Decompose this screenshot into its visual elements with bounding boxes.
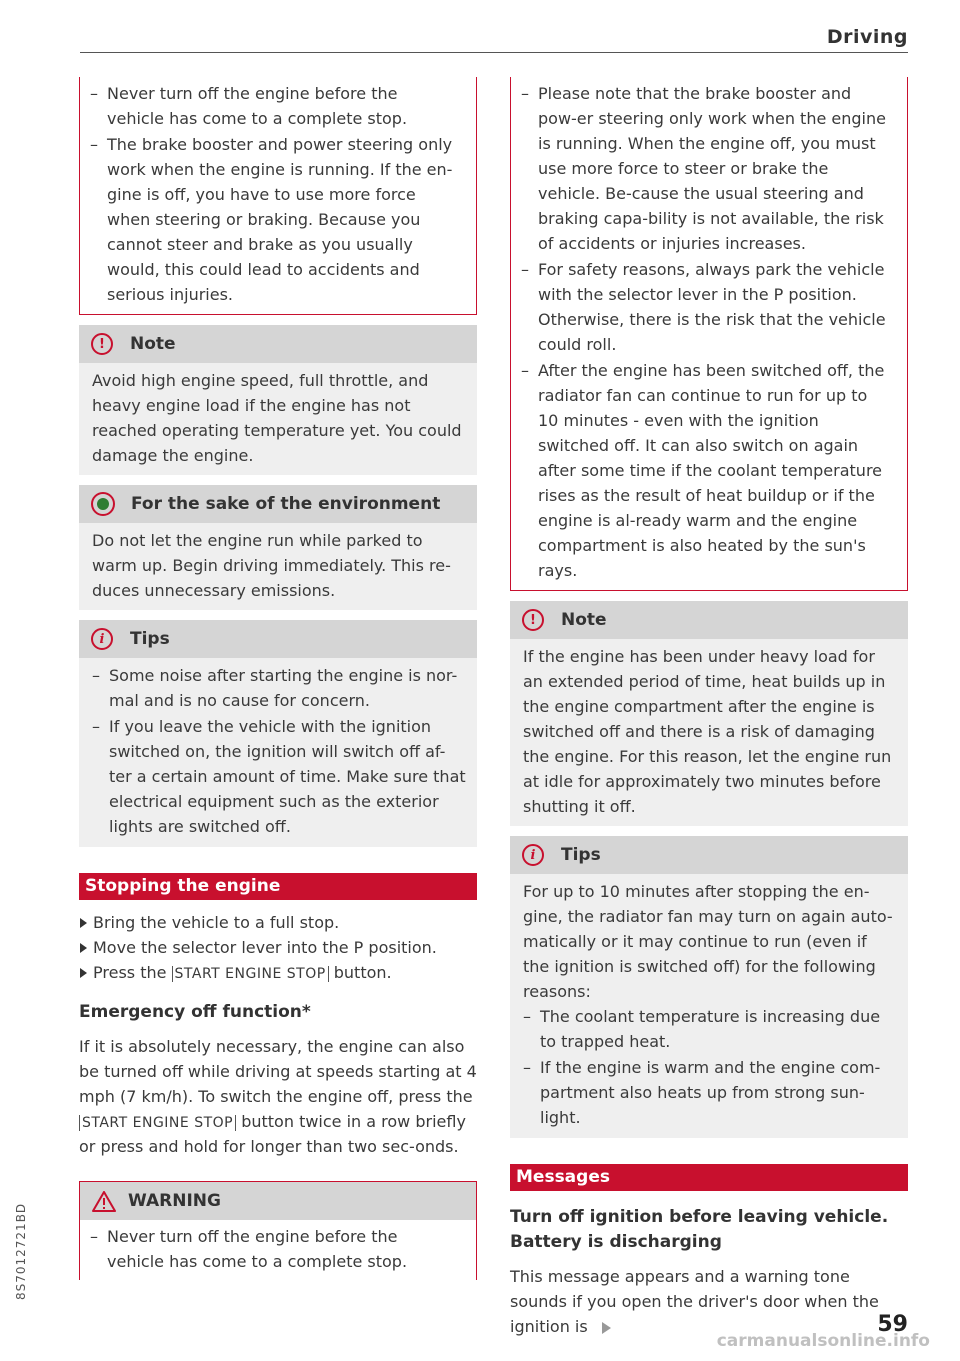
note-box xyxy=(79,325,477,475)
step-text: Press the xyxy=(93,963,167,982)
note-text: Avoid high engine speed, full throttle, and heavy engine load if the engine has not reached operating temperature yet. You could damage the engine. xyxy=(92,371,462,465)
right-column xyxy=(510,77,908,1339)
environment-title: For the sake of the environment xyxy=(131,493,441,514)
list-item: – Never turn off the engine before the vehicle has come to a complete stop. xyxy=(90,81,458,131)
exclamation-icon: ! xyxy=(522,609,544,631)
list-item: – The brake booster and power steering only work when the engine is running. If the en-gine is off, you have to use more force when steering or braking. Because you cannot steer and brake as you usually would, this could lead to accidents and serious injuries. xyxy=(90,132,458,307)
warning-title: WARNING xyxy=(128,1190,221,1211)
header-rule xyxy=(80,52,908,53)
message-text-body: This message appears and a warning tone sounds if you open the driver's door when the ignition is xyxy=(510,1267,879,1336)
list-item: – Please note that the brake booster and pow-er steering only work when the engine is running. When the engine off, you must use more force to steer or brake the vehicle. Be-cause the usual steering and braking capa-bility is not available, the risk of accidents or injuries increases. xyxy=(521,81,889,256)
warning-list xyxy=(521,81,889,583)
warning-triangle-icon xyxy=(92,1191,116,1212)
watermark: carmanualsonline.info xyxy=(716,1331,930,1351)
message-text xyxy=(510,1264,908,1339)
info-icon: i xyxy=(522,844,544,866)
emergency-text-pre: If it is absolutely necessary, the engine can also be turned off while driving at speeds starting at 4 mph (7 km/h). To switch the engine off, press the xyxy=(79,1037,477,1106)
note-text: If the engine has been under heavy load for an extended period of time, heat builds up in the engine compartment after the engine is switched off and there is a risk of damaging the engine. For this reason, let the engine run at idle for approximately two minutes before shutting it off. xyxy=(523,647,892,816)
tips-list xyxy=(523,1004,898,1130)
tips-title: Tips xyxy=(130,628,170,649)
tips-header xyxy=(79,620,477,658)
tips-header xyxy=(510,836,908,874)
step-item: Move the selector lever into the P position. xyxy=(79,935,477,960)
section-heading-messages: Messages xyxy=(510,1164,908,1191)
warning-list xyxy=(90,1224,458,1274)
note-header xyxy=(79,325,477,363)
warning-header xyxy=(80,1182,476,1220)
exclamation-icon: ! xyxy=(91,333,113,355)
step-item xyxy=(79,960,477,985)
note-title: Note xyxy=(130,333,176,354)
start-engine-stop-key: START ENGINE STOP xyxy=(172,966,329,982)
left-column xyxy=(79,77,477,1280)
side-code-text: 8S7012721BD xyxy=(14,1202,28,1300)
list-item: – If the engine is warm and the engine com-partment also heats up from strong sun-light. xyxy=(523,1055,898,1130)
tips-box xyxy=(79,620,477,847)
step-list xyxy=(79,910,477,985)
continue-arrow-icon xyxy=(602,1322,611,1334)
environment-text: Do not let the engine run while parked to warm up. Begin driving immediately. This re-duces unnecessary emissions. xyxy=(92,531,451,600)
note-title: Note xyxy=(561,609,607,630)
emergency-text xyxy=(79,1034,477,1159)
list-item: – After the engine has been switched off, the radiator fan can continue to run for up to 10 minutes - even with the ignition switched off. It can also switch on again after some time if the coolant temperature rises as the result of heat buildup or if the engine is al-ready warm and the engine compartment is also heated by the sun's rays. xyxy=(521,358,889,583)
start-engine-stop-key: START ENGINE STOP xyxy=(79,1115,236,1131)
list-item: – The coolant temperature is increasing due to trapped heat. xyxy=(523,1004,898,1054)
note-box xyxy=(510,601,908,826)
tips-box xyxy=(510,836,908,1138)
emergency-heading: Emergency off function* xyxy=(79,1002,311,1022)
list-item: – If you leave the vehicle with the ignition switched on, the ignition will switch off af-ter a certain amount of time. Make sure that electrical equipment such as the exterior lights are switched off. xyxy=(92,714,467,839)
list-item: – Some noise after starting the engine is nor-mal and is no cause for concern. xyxy=(92,663,467,713)
warning-box-continued xyxy=(510,77,908,591)
message-subheading: Turn off ignition before leaving vehicle. Battery is discharging xyxy=(510,1207,889,1252)
tips-list xyxy=(92,663,467,839)
step-item: Bring the vehicle to a full stop. xyxy=(79,910,477,935)
info-icon: i xyxy=(91,628,113,650)
note-header xyxy=(510,601,908,639)
environment-icon xyxy=(91,492,115,516)
environment-box xyxy=(79,485,477,610)
list-item: – Never turn off the engine before the vehicle has come to a complete stop. xyxy=(90,1224,458,1274)
tips-title: Tips xyxy=(561,844,601,865)
warning-box xyxy=(79,1181,477,1280)
list-item: – For safety reasons, always park the vehicle with the selector lever in the P position. Otherwise, there is the risk that the vehicle could roll. xyxy=(521,257,889,357)
step-text: button. xyxy=(333,963,392,982)
tips-text: For up to 10 minutes after stopping the en-gine, the radiator fan may turn on again auto-matically or it may continue to run (even if the ignition is switched off) for the following reasons: xyxy=(523,882,893,1001)
environment-header xyxy=(79,485,477,523)
section-title: Driving xyxy=(826,26,908,48)
emergency-text-post: button twice in a row briefly or press and hold for longer than two sec-onds. xyxy=(79,1112,466,1156)
warning-box-continued xyxy=(79,77,477,315)
section-heading-stopping: Stopping the engine xyxy=(79,873,477,900)
warning-list xyxy=(90,81,458,307)
page-number: 59 xyxy=(877,1312,908,1337)
